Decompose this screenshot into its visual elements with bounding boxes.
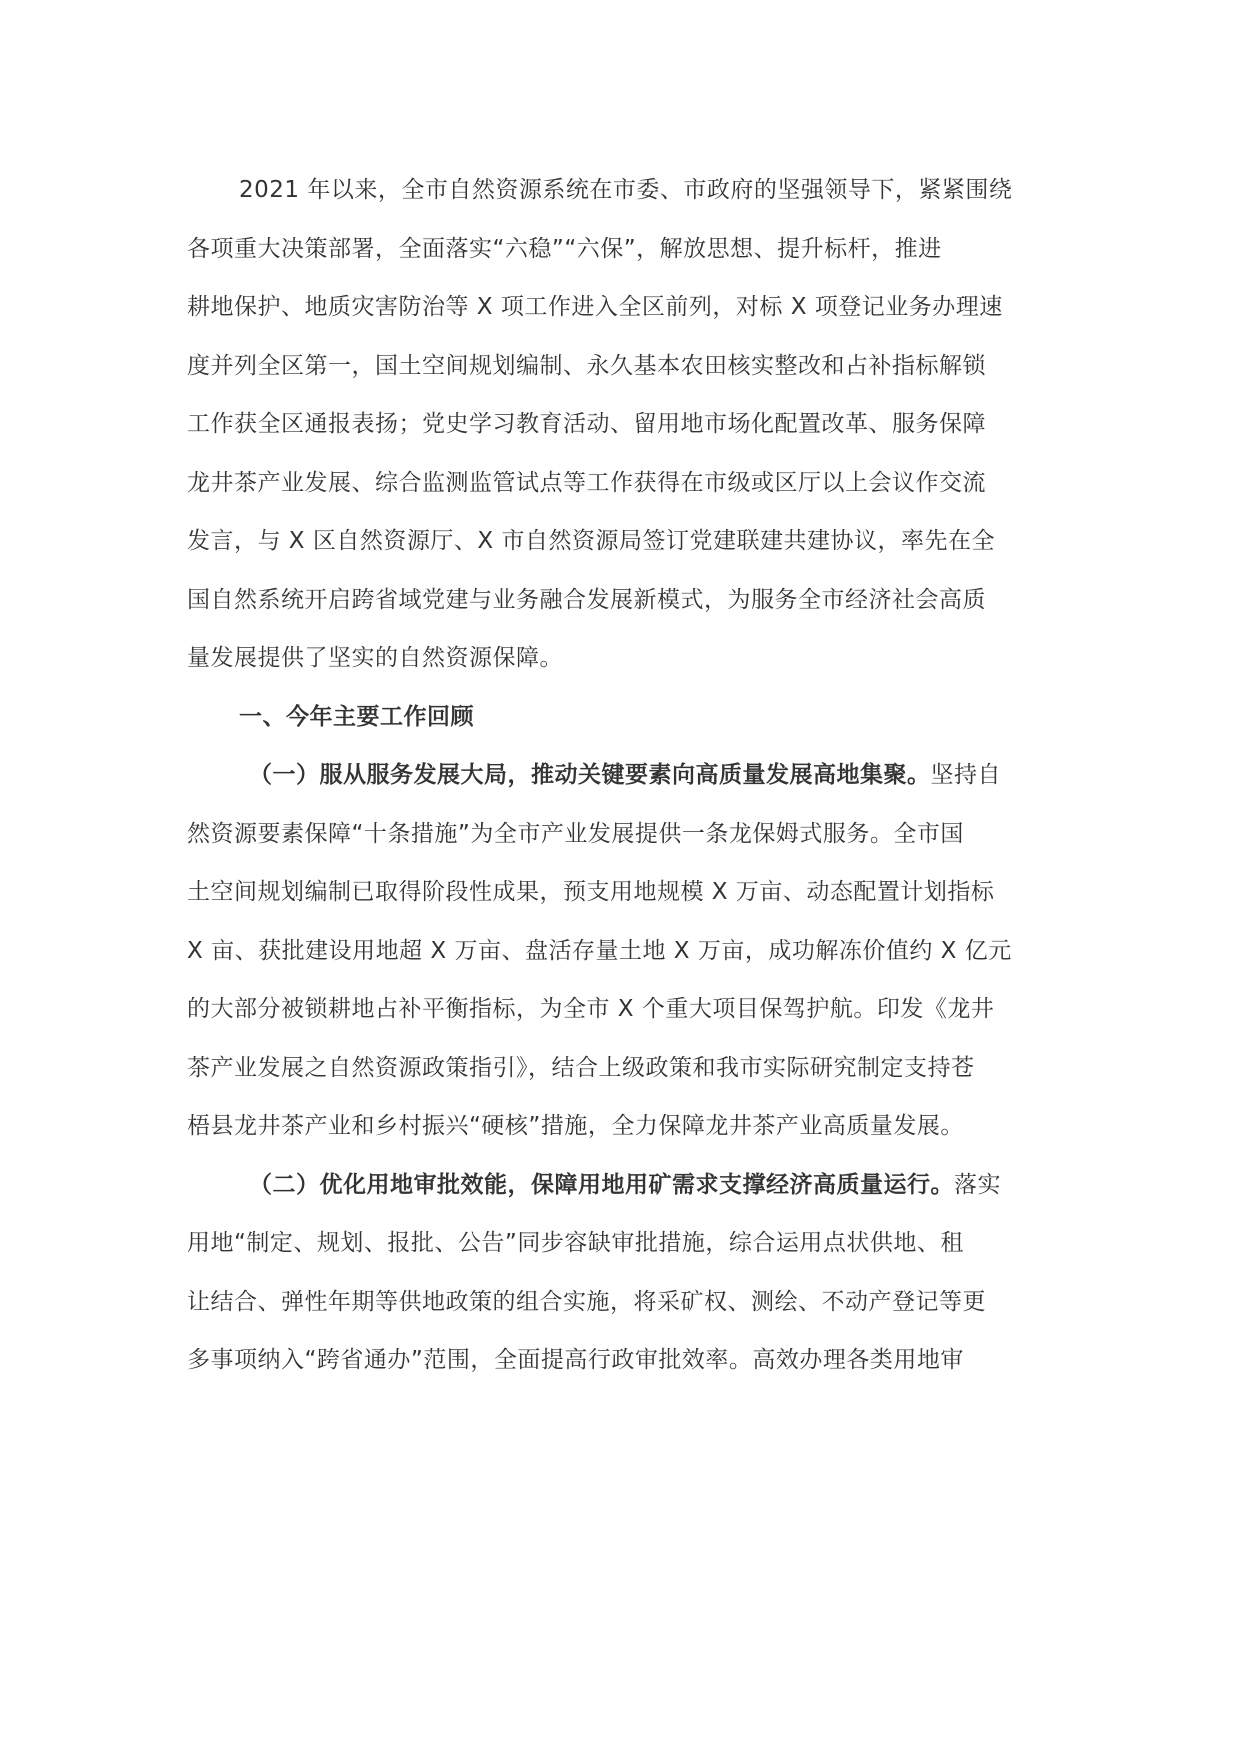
item1-line: 然资源要素保障“十条措施”为全市产业发展提供一条龙保姆式服务。全市国 — [187, 820, 964, 847]
item2-title: （二）优化用地审批效能，保障用地用矿需求支撑经济高质量运行。 — [249, 1171, 954, 1198]
intro-line: 工作获全区通报表扬；党史学习教育活动、留用地市场化配置改革、服务保障 — [187, 411, 986, 437]
item1-title: （一）服从服务发展大局，推动关键要素向高质量发展高地集聚。 — [249, 762, 931, 788]
item1-line: 的大部分被锁耕地占补平衡指标，为全市 X 个重大项目保驾护航。印发《龙井 — [187, 996, 995, 1022]
intro-line: 龙井茶产业发展、综合监测监管试点等工作获得在市级或区厅以上会议作交流 — [187, 469, 986, 496]
item1-line: 梧县龙井茶产业和乡村振兴“硬核”措施，全力保障龙井茶产业高质量发展。 — [187, 1113, 964, 1139]
item2-first-line — [187, 1165, 1047, 1224]
item2-line: 用地“制定、规划、报批、公告”同步容缺审批措施，综合运用点状供地、租 — [187, 1230, 964, 1256]
intro-line: 各项重大决策部署，全面落实“六稳”“六保”，解放思想、提升标杆，推进 — [187, 235, 942, 262]
item1-line: 土空间规划编制已取得阶段性成果，预支用地规模 X 万亩、动态配置计划指标 — [187, 879, 995, 905]
intro-line: 2021 年以来，全市自然资源系统在市委、市政府的坚强领导下，紧紧围绕 — [239, 177, 1013, 203]
item1-line: 茶产业发展之自然资源政策指引》，结合上级政策和我市实际研究制定支持苍 — [187, 1054, 975, 1081]
intro-line: 度并列全区第一，国土空间规划编制、永久基本农田核实整改和占补指标解锁 — [187, 352, 986, 379]
item2-paragraph — [187, 1165, 1047, 1399]
item2-line: 让结合、弹性年期等供地政策的组合实施，将采矿权、测绘、不动产登记等更 — [187, 1288, 986, 1315]
intro-line: 国自然系统开启跨省域党建与业务融合发展新模式，为服务全市经济社会高质 — [187, 586, 986, 613]
intro-line: 发言，与 X 区自然资源厅、X 市自然资源局签订党建联建共建协议，率先在全 — [187, 528, 995, 554]
intro-line: 耕地保护、地质灾害防治等 X 项工作进入全区前列，对标 X 项登记业务办理速 — [187, 294, 1003, 320]
section-heading: 一、今年主要工作回顾 — [239, 703, 474, 730]
item2-line: 多事项纳入“跨省通办”范围，全面提高行政审批效率。高效办理各类用地审 — [187, 1347, 964, 1373]
document-page — [187, 170, 1047, 1399]
item1-first-line — [187, 755, 1047, 814]
item1-line: X 亩、获批建设用地超 X 万亩、盘活存量土地 X 万亩，成功解冻价值约 X 亿元 — [187, 937, 1012, 964]
intro-line: 量发展提供了坚实的自然资源保障。 — [187, 645, 563, 671]
item2-first-line-rest: 落实 — [954, 1171, 1001, 1198]
intro-paragraph — [187, 170, 1047, 697]
item1-first-line-rest: 坚持自 — [930, 762, 1001, 788]
item1-paragraph — [187, 755, 1047, 1165]
